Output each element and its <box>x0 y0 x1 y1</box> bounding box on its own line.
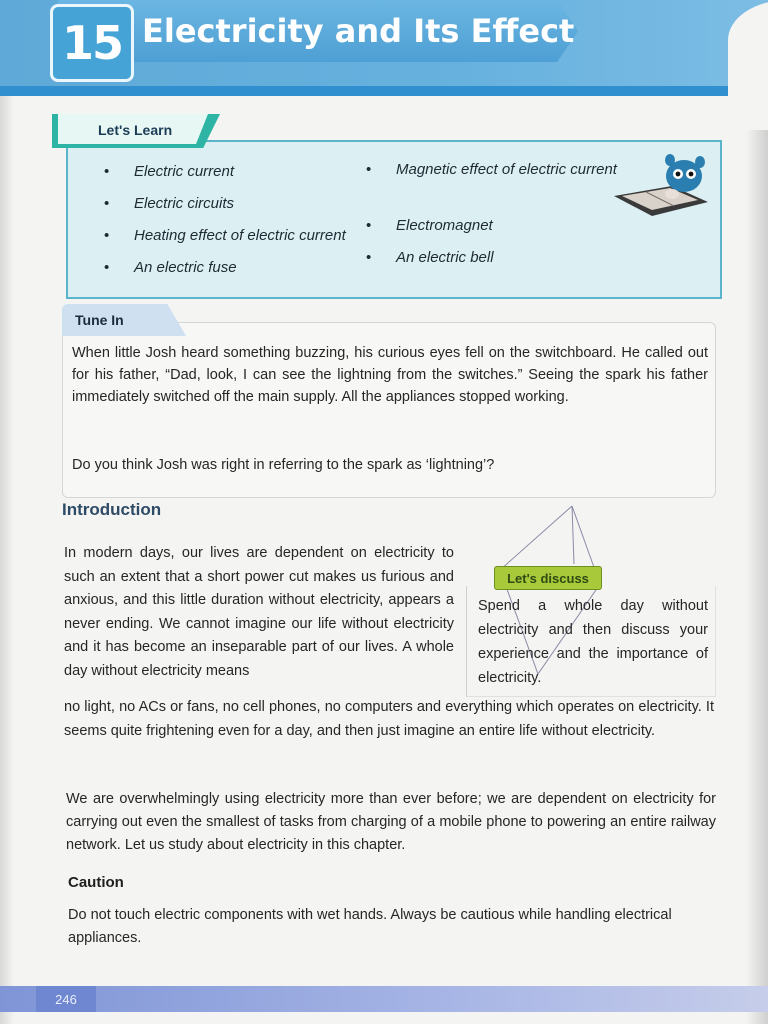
chapter-title: Electricity and Its Effect <box>142 12 575 50</box>
bullet-icon: • <box>104 259 110 276</box>
tune-in-label: Tune In <box>75 312 124 328</box>
learn-list-column2 <box>366 160 626 280</box>
learn-list-column1 <box>104 162 346 290</box>
learn-item <box>104 162 346 194</box>
learn-item <box>104 194 346 226</box>
learn-item <box>366 160 626 216</box>
lets-discuss-label: Let's discuss <box>494 566 602 590</box>
learn-item-text: An electric bell <box>396 249 494 266</box>
bullet-icon: • <box>104 163 110 180</box>
introduction-paragraph: In modern days, our lives are dependent on electricity to such an extent that a short power cut makes us furious and anxious, and this little duration without electricity, appears a never ending. We cannot imagine our life without electricity and it has become an inseparable part of our lives. A whole day without electricity means <box>64 545 454 679</box>
introduction-heading: Introduction <box>62 500 162 519</box>
bullet-icon: • <box>104 195 110 212</box>
lets-learn-label: Let's Learn <box>98 122 173 138</box>
learn-item-text: Electric circuits <box>134 195 235 212</box>
tune-in-paragraph: When little Josh heard something buzzing, his curious eyes fell on the switchboard. He called out for his father, “Dad, look, I can see the lightning from the switches.” Seeing the spark his father immediately switched off the main supply. All the appliances stopped working. <box>72 345 708 405</box>
reading-mascot-icon <box>612 152 712 222</box>
tune-in-question: Do you think Josh was right in referring to the spark as ‘lightning’? <box>72 457 495 473</box>
learn-item <box>366 248 626 280</box>
chapter-number: 15 <box>50 4 134 82</box>
learn-item-text: Electric current <box>134 163 235 180</box>
learn-item-text: An electric fuse <box>134 259 237 276</box>
footer-bar <box>0 986 768 1012</box>
caution-text: Do not touch electric components with wet hands. Always be cautious while handling electrical appliances. <box>68 907 672 946</box>
header-stripe <box>0 86 768 96</box>
lets-discuss-text: Spend a whole day without electricity and then discuss your experience and the importance of electricity. <box>478 598 708 686</box>
page-number: 246 <box>36 986 96 1012</box>
bullet-icon: • <box>104 227 110 244</box>
page-edge-shadow <box>0 0 14 1024</box>
bullet-icon: • <box>366 249 372 266</box>
introduction-paragraph-continued: no light, no ACs or fans, no cell phones, no computers and everything which operates on electricity. It seems quite frightening even for a day, and then just imagine an entire life without electricity. <box>64 699 714 739</box>
learn-item <box>104 226 346 258</box>
introduction-paragraph-2: We are overwhelmingly using electricity more than ever before; we are dependent on electricity for carrying out even the smallest of tasks from charging of a mobile phone to powering an entire railway network. Let us study about electricity in this chapter. <box>66 791 716 853</box>
learn-item <box>366 216 626 248</box>
learn-item-text: Magnetic effect of electric current <box>396 161 617 178</box>
page-binding-shadow <box>746 60 768 1024</box>
learn-item-text: Heating effect of electric current <box>134 227 346 244</box>
bullet-icon: • <box>366 161 372 178</box>
learn-item-text: Electromagnet <box>396 217 493 234</box>
bullet-icon: • <box>366 217 372 234</box>
learn-item <box>104 258 346 290</box>
caution-heading: Caution <box>68 874 124 891</box>
